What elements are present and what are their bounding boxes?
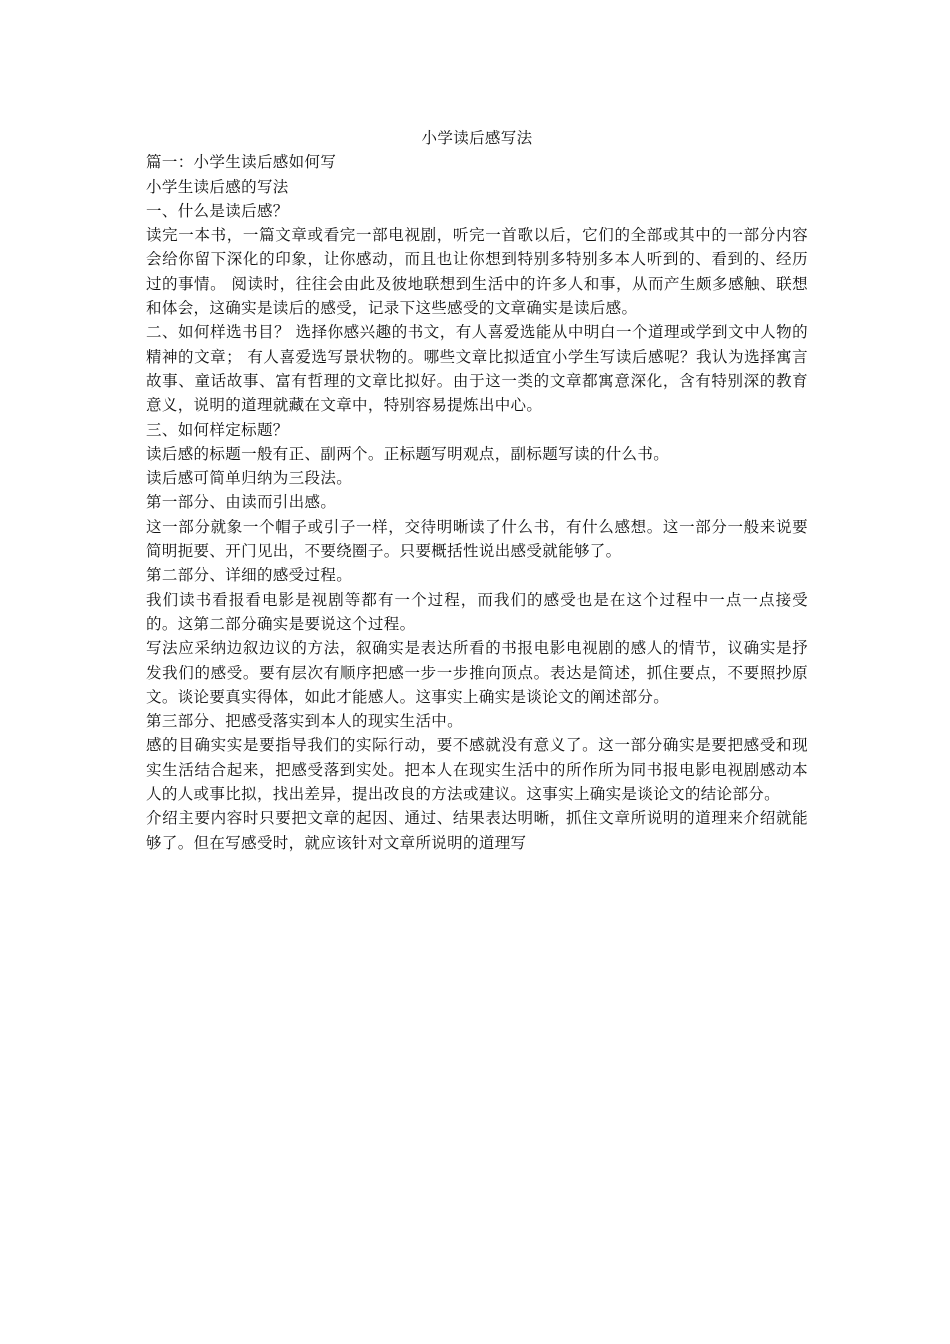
- section-heading-part-3: 第三部分、把感受落实到本人的现实生活中。: [146, 712, 464, 731]
- document-body: [146, 126, 808, 855]
- paragraph-summary: 介绍主要内容时只要把文章的起因、通过、结果表达明晰，抓住文章所说明的道理来介绍就能够了。但在写感受时，就应该针对文章所说明的道理写: [146, 809, 808, 852]
- section-heading-what-is: 一、什么是读后感？: [146, 201, 289, 220]
- paragraph-part-2b: 写法应采纳边叙边议的方法，叙确实是表达所看的书报电影电视剧的感人的情节，议确实是抒发我们的感受。要有层次有顺序把感一步一步推向顶点。表达是简述，抓住要点，不要照抄原文。谈论要真实得体，如此才能感人。这事实上确实是谈论文的阐述部分。: [146, 639, 808, 706]
- document-title: 小学读后感写法: [421, 129, 533, 147]
- section-heading-part-1: 第一部分、由读而引出感。: [146, 493, 337, 512]
- section-heading-part-2: 第二部分、详细的感受过程。: [146, 566, 353, 585]
- paragraph-part-2a: 我们读书看报看电影是视剧等都有一个过程，而我们的感受也是在这个过程中一点一点接受的。这第二部分确实是要说这个过程。: [146, 590, 808, 633]
- paragraph-part-1: 这一部分就象一个帽子或引子一样，交待明晰读了什么书，有什么感想。这一部分一般来说要简明扼要、开门见出，不要绕圈子。只要概括性说出感受就能够了。: [146, 517, 808, 561]
- paragraph-subtitle: 小学生读后感的写法: [146, 177, 289, 196]
- paragraph-part-3: 感的目确实实是要指导我们的实际行动，要不感就没有意义了。这一部分确实是要把感受和现实生活结合起来，把感受落到实处。把本人在现实生活中的所作所为同书报电影电视剧感动本人的人或事比拟，找出差异，提出改良的方法或建议。这事实上确实是谈论文的结论部分。: [146, 736, 808, 804]
- paragraph-title-rule: 读后感的标题一般有正、副两个。正标题写明观点，副标题写读的什么书。: [146, 444, 670, 463]
- paragraph-definition: 读完一本书，一篇文章或看完一部电视剧，听完一首歌以后，它们的全部或其中的一部分内容会给你留下深化的印象，让你感动，而且也让你想到特别多特别多本人听到的、看到的、经历过的事情。 阅读时，往往会由此及彼地联想到生活中的许多人和事，从而产生颇多感触、联想和体会，这确实是读后的感受，记录下这些感受的文章确实是读后感。: [146, 226, 808, 318]
- section-heading-title: 三、如何样定标题？: [146, 420, 289, 439]
- paragraph-choose-books: 二、如何样选书目？ 选择你感兴趣的书文，有人喜爱选能从中明白一个道理或学到文中人物的精神的文章； 有人喜爱选写景状物的。哪些文章比拟适宜小学生写读后感呢？我认为选择寓言故事、童话故事、富有哲理的文章比拟好。由于这一类的文章都寓意深化，含有特别深的教育意义，说明的道理就藏在文章中，特别容易提炼出中心。: [146, 323, 808, 415]
- paragraph-heading-part-one: 篇一：小学生读后感如何写: [146, 153, 337, 172]
- paragraph-three-parts: 读后感可简单归纳为三段法。: [146, 469, 353, 488]
